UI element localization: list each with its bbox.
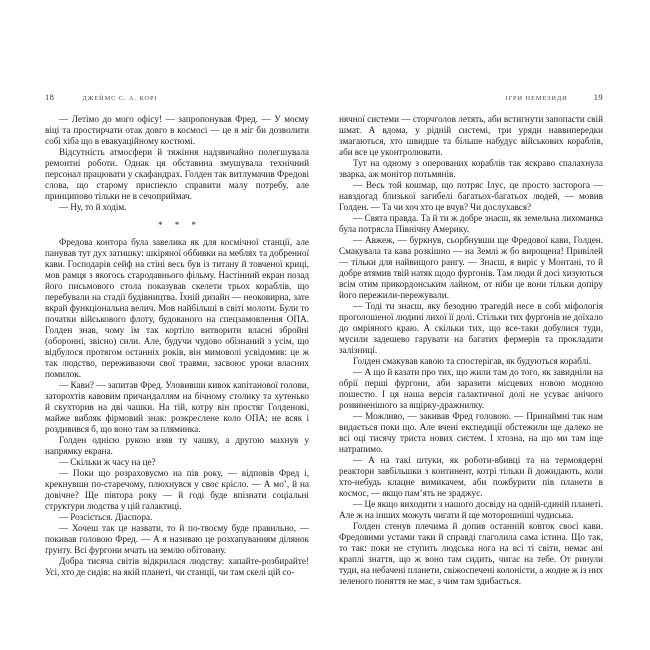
paragraph: — Скільки ж часу на це?	[59, 457, 156, 467]
paragraph: Фредова контора була завелика як для космічної станції, але панував тут дух затишку: шкіряної оббивки на меблях та добренної кави. Господарів сейф на стіні весь був із титану й товченої криці, мов рамця з якогось стародавнього фільму. Настінний екран позад його письмового стола показував скелети трьох кораблів, що перебували на стадії будівництва. Їхній дизайн — неоковирна, зате вкрай функціональна велич. Мов найбільші в світі молоти. Були то початки військового флоту, будованого на спецзамовлення ОПА. Голден знав, чому їм так кортіло витворити власні збройні (оборонні, звісно) сили. Але, будучи чудово обізнаний з усім, що відбулося протягом останніх років, він мимоволі усвідомив: це ж так людство, переживаючи свої травми, засвоює уроки власних помилок.	[45, 237, 309, 379]
left-page-header	[45, 92, 309, 103]
paragraph: Тут на одному з оперованих кораблів так яскраво спалахнула зварка, аж монітор потьмянів.	[339, 158, 603, 179]
paragraph: Голден смакував кавою та спостерігав, як будуються кораблі.	[353, 356, 592, 366]
left-page-number: 18	[45, 92, 55, 102]
paragraph: — Весь той кошмар, що потряс Ілус, це просто засторога — навздогад близької загибелі багатьох-багатьох людей, — мовив Голден. — Та чи хоч хто це вчув? Чи дослухався?	[339, 180, 603, 212]
right-running-title: ІГРИ НЕМЕЗИДИ	[505, 95, 568, 102]
right-page	[339, 92, 603, 587]
paragraph: Відсутність атмосфери й тяжіння надзвичайно полегшувала ремонтні роботи. Однак ця обставина змушувала технічний персонал працювати у скафандрах. Голден так витлумачив Фредові слова, що старому приспекло справити малу потребу, але принципово тільки не в сечоприймач.	[45, 147, 309, 201]
paragraph: — Можливо, — закивав Фред головою. — Принаймні так нам видається поки що. Але вчені експедиції обстежили ще далеко не всі оці тисячу триста нових систем. І хтозна, на що ми там іще натрапимо.	[339, 411, 603, 454]
left-page-text	[45, 114, 309, 578]
left-page	[45, 92, 309, 578]
paragraph: — Авжеж, — буркнув, сьорбнувши ще Фредової кави, Голден. Смакувала та кава розкішно — на Землі ж бо вирощена! Привілей — тільки для найвищого рангу. — Знаєш, я виріс у Монтані, то й добре втямив твій натяк щодо фургонів. Там люди й досі хизуються всім отим прикордонським лайном, от ніби це вони тільки допіру його пережили-пережували.	[339, 235, 603, 300]
paragraph: — Поки що розраховуємо на пів року, — відповів Фред і, крекнувши по-старечому, плюхнувся у своє крісло. — А мо’, й на довічне? Ще півтора року — й годі буде впізнати соціальні структури людства у цій галактиці.	[45, 468, 309, 511]
paragraph: — А на такі штуки, як роботи-вбивці та на термоядерні реактори завбільшки з континент, котрі тільки й дожидають, коли хто-небудь клацне вимикачем, аби пожбурити пів планети в космос, — якщо пам’ять не зраджує.	[339, 455, 603, 498]
paragraph: нячної системи — сторчголов летять, аби встигнути запопасти свій шмат. А вдома, у рідній системі, три уряди наввипередки змагаються, хто швидше та більше набудує військових кораблів, аби все це уконтролювати.	[339, 114, 603, 157]
paragraph: — Ну, то й ходім.	[59, 202, 127, 212]
paragraph: Голден стенув плечима й допив останній ковток своєї кави. Фредовими устами таки й справді глаголила сама істина. Що так, то так: поки не ступить людська нога на всі ті світи, немає ані краплі знаття, що ж воно там сидить, чигає на тебе. От ринули туди, на небачені планети, свіжоспечені колоністи, а жодне ж із них зеленого поняття не має, з чим там здибається.	[339, 521, 603, 586]
paragraph: — Летімо до мого офісу! — запропонував Фред. — У моєму віці та простирчати отак довго в космосі — це я міг би дозволити собі хіба що в евакуаційному костюмі.	[45, 114, 309, 146]
paragraph: — Хочеш так це назвати, то й по-твоєму буде правильно, — покивав головою Фред. — А я називаю це розхапуванням ділянок ґрунту. Всі фургони мчать на землю обітовану.	[45, 523, 309, 555]
paragraph: — Розсіється. Діаспора.	[59, 512, 153, 522]
paragraph: — А що й казати про тих, що жили там до того, як завидніли на обрії перші фургони, аби заразити місцевих новою модною пошестю. І ця наша версія галактичної долі не усуває анічого розвиненішого за ящірку-дражнилку.	[339, 367, 603, 410]
paragraph: — Тоді ти знаєш, яку безодню трагедій несе в собі міфологія проголошеної людині лихої її долі. Стільки тих фургонів не доїхало до омріяного краю. А скільки тих, що все-таки добулися туди, мусили задешево гарувати на багатих фермерів та прокладати залізниці.	[339, 301, 603, 355]
right-page-number: 19	[593, 92, 603, 102]
paragraph: — Кави? — запитав Фред. Уловивши кивок капітанової голови, заторохтів кавовим причандаллям на бічному столику та хутенько й скухторив на дві чашки. На тій, котру він простяг Голденові, майже вибляк фірмовий знак: розкреслене коло ОПА; не всяк і роздивився б, що воно там за пляминка.	[45, 380, 309, 434]
paragraph: Добра тисяча світів відкрилася людству: хапайте-розбирайте! Усі, хто де сидів: на якій планеті, чи станції, чи там скелі цій со-	[45, 556, 309, 577]
paragraph: — Це якщо виходити з нашого досвіду на одній-єдиній планеті. Але ж на інших можуть чигати й ще моторошніші чудиська.	[339, 499, 603, 520]
left-running-title: ДЖЕЙМС С. А. КОРІ	[82, 95, 158, 102]
section-separator: * * *	[158, 220, 201, 230]
right-page-text	[339, 114, 603, 587]
right-page-header	[339, 92, 603, 103]
paragraph: — Свята правда. Та й ти ж добре знаєш, як земельна лихоманка була потрясла Північну Америку.	[339, 213, 603, 234]
paragraph: Голден однією рукою взяв ту чашку, а другою махнув у напрямку екрана.	[45, 435, 309, 456]
